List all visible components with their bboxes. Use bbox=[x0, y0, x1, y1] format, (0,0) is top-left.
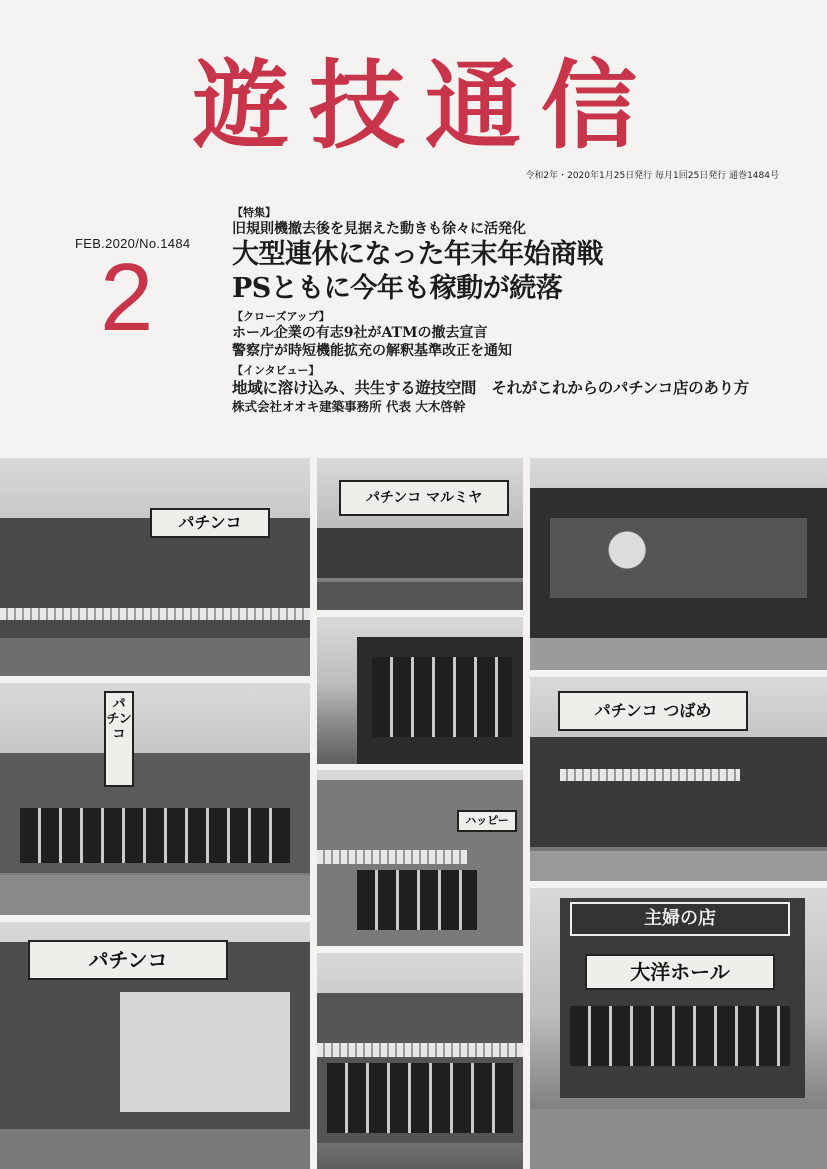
interview-byline: 株式会社オオキ建築事務所 代表 大木啓幹 bbox=[232, 399, 466, 414]
photo-sign: ハッピー bbox=[457, 810, 517, 832]
photo-street-corner bbox=[0, 458, 310, 676]
feature-tag: 【特集】 bbox=[232, 206, 276, 219]
feature-headline-2: PSともに今年も稼動が続落 bbox=[232, 273, 563, 304]
closeup-line-2: 警察庁が時短機能拡充の解釈基準改正を通知 bbox=[232, 343, 512, 359]
photo-maruyama-hall bbox=[317, 458, 523, 610]
closeup-tag: 【クローズアップ】 bbox=[232, 310, 330, 323]
photo-sign: パチンコ bbox=[104, 691, 134, 787]
photo-sign: パチンコ bbox=[28, 940, 228, 980]
photo-wooden-shop bbox=[0, 683, 310, 915]
interview-tag: 【インタビュー】 bbox=[232, 364, 320, 377]
feature-subtitle: 旧規則機撤去後を見据えた動きも徐々に活発化 bbox=[232, 221, 526, 237]
cover-headlines bbox=[232, 206, 802, 415]
photo-sign: パチンコ bbox=[150, 508, 270, 538]
photo-happy-building bbox=[317, 770, 523, 946]
publication-info: 令和2年・2020年1月25日発行 毎月1回25日発行 通巻1484号 bbox=[525, 171, 779, 181]
issue-number: 2 bbox=[100, 244, 154, 351]
photo-corner-building bbox=[317, 617, 523, 764]
photo-sign: パチンコ マルミヤ bbox=[339, 480, 509, 516]
photo-flower-stands bbox=[530, 458, 827, 670]
interview-title: 地域に溶け込み、共生する遊技空間 それがこれからのパチンコ店のあり方 bbox=[232, 378, 749, 397]
photo-street-shops bbox=[317, 953, 523, 1169]
photo-sign: 大洋ホール bbox=[585, 954, 775, 990]
feature-headline-1: 大型連休になった年末年始商戦 bbox=[232, 239, 603, 270]
issue-date-label: FEB.2020/No.1484 bbox=[75, 236, 191, 251]
photo-sign: 主婦の店 bbox=[570, 902, 790, 936]
photo-taiyo-hall bbox=[530, 888, 827, 1169]
photo-tsubame-hall bbox=[530, 677, 827, 881]
photo-sign: パチンコ つばめ bbox=[558, 691, 748, 731]
photo-arcade-entrance bbox=[0, 922, 310, 1169]
magazine-masthead: 遊技通信 bbox=[193, 50, 657, 162]
closeup-line-1: ホール企業の有志9社がATMの撤去宣言 bbox=[232, 325, 488, 341]
